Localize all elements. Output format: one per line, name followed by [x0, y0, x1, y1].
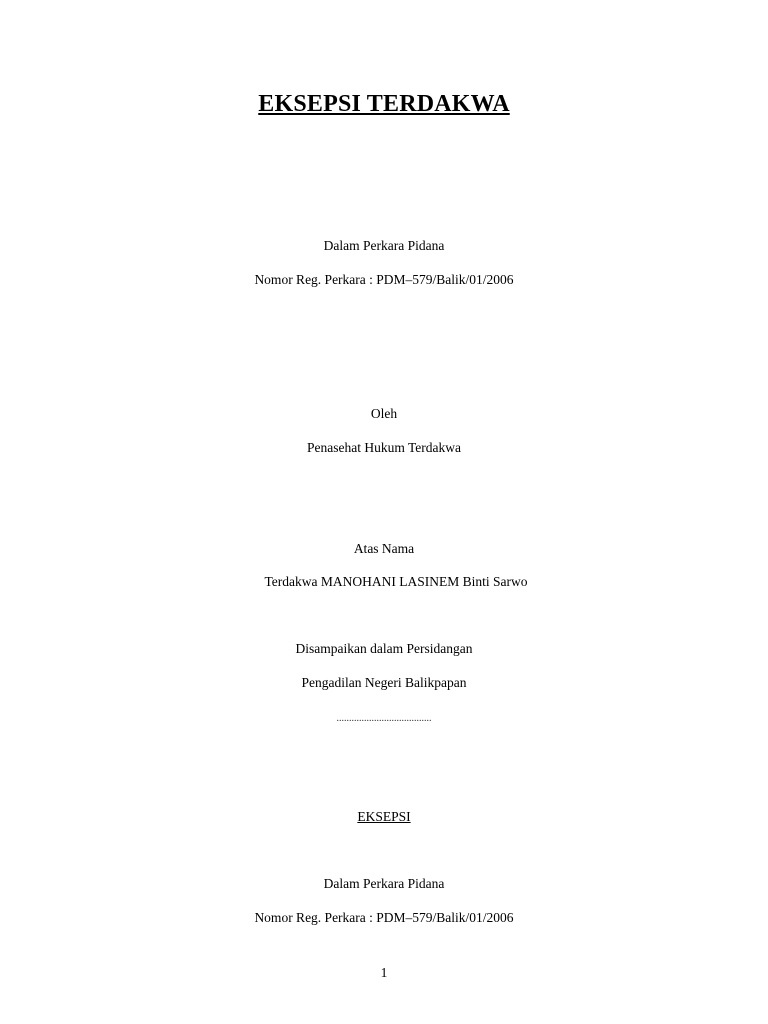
- document-title: EKSEPSI TERDAKWA: [258, 91, 510, 117]
- case-number-line: Nomor Reg. Perkara : PDM–579/Balik/01/2006: [254, 272, 514, 287]
- dotted-placeholder: ......................................: [336, 713, 432, 724]
- defendant-line: Terdakwa MANOHANI LASINEM Binti Sarwo: [264, 574, 528, 589]
- delivered-line-1: Disampaikan dalam Persidangan: [295, 641, 473, 656]
- delivered-line-2: Pengadilan Negeri Balikpapan: [301, 675, 467, 690]
- section-case-number-line: Nomor Reg. Perkara : PDM–579/Balik/01/2006: [254, 910, 514, 925]
- page-number: 1: [380, 965, 388, 980]
- counsel-line: Penasehat Hukum Terdakwa: [306, 440, 461, 455]
- by-label: Oleh: [370, 406, 398, 421]
- on-behalf-label: Atas Nama: [353, 541, 415, 556]
- section-case-type-line: Dalam Perkara Pidana: [323, 876, 445, 891]
- section-heading: EKSEPSI: [357, 809, 411, 824]
- case-type-line: Dalam Perkara Pidana: [323, 238, 445, 253]
